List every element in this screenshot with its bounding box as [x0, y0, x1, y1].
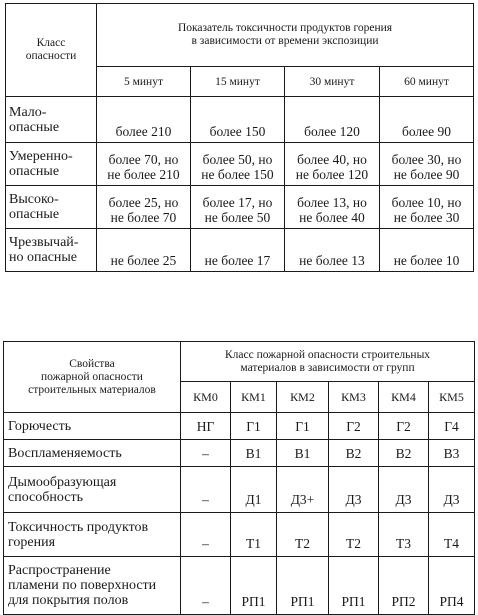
table-row: [6, 229, 474, 272]
cell-line: не более 210: [107, 167, 180, 182]
table-cell: Д3: [379, 467, 429, 513]
fire-hazard-class-header-line: Класс пожарной опасности строительных: [224, 348, 431, 361]
table-cell: Д3: [429, 467, 475, 513]
table-cell: [191, 143, 285, 186]
row-label: [4, 467, 181, 513]
exposure-time-header: 30 минут: [285, 67, 380, 97]
table-cell: РП4: [429, 557, 475, 615]
cell-line: не более 90: [393, 167, 460, 182]
cell-line: более 120: [304, 124, 360, 139]
table-cell: Т4: [429, 513, 475, 557]
cell-line: более 10, но: [391, 195, 462, 210]
row-label-line: горения: [8, 534, 56, 550]
row-label-line: Токсичность продуктов: [8, 519, 149, 535]
table-cell: [380, 143, 474, 186]
hazard-class-header-line: опасности: [25, 50, 77, 62]
table-cell: [97, 229, 191, 272]
row-label-line: Умеренно-: [9, 149, 73, 164]
table-cell: Т2: [329, 513, 379, 557]
table-cell: НГ: [181, 413, 231, 440]
table-cell: Д3: [329, 467, 379, 513]
table-cell: Г1: [277, 413, 329, 440]
row-label-line: способность: [8, 489, 83, 505]
table-cell: –: [181, 513, 231, 557]
table-cell: [380, 229, 474, 272]
row-label-line: пламени по поверхности: [8, 578, 157, 593]
row-label-line: Дымообразующая: [8, 474, 117, 490]
table-cell: РП1: [329, 557, 379, 615]
cell-line: более 210: [115, 124, 172, 139]
cell-line: более 70, но: [108, 152, 179, 167]
table-cell: [285, 186, 380, 229]
table-cell: Г4: [429, 413, 475, 440]
toxicity-indicator-header-line: Показатель токсичности продуктов горения: [177, 22, 393, 34]
cell-line: не более 13: [299, 253, 365, 268]
exposure-time-header: 5 минут: [97, 67, 191, 97]
table-cell: [191, 186, 285, 229]
row-label-line: опасные: [9, 164, 60, 179]
toxicity-class-table: [5, 3, 474, 272]
cell-line: не более 25: [110, 253, 177, 268]
km-class-header: КМ4: [379, 382, 429, 413]
table-cell: Т3: [379, 513, 429, 557]
row-label: [4, 557, 181, 615]
cell-line: не более 30: [393, 210, 460, 225]
table-cell: –: [181, 467, 231, 513]
table-cell: [97, 143, 191, 186]
row-label: [4, 413, 181, 440]
cell-line: не более 120: [295, 167, 369, 182]
table-cell: [97, 97, 191, 143]
table-cell: [380, 186, 474, 229]
cell-line: не более 10: [393, 253, 460, 268]
cell-line: более 50, но: [202, 152, 273, 167]
table-cell: Г1: [231, 413, 277, 440]
table-cell: Т2: [277, 513, 329, 557]
fire-hazard-class-table: [3, 341, 475, 615]
km-class-header: КМ5: [429, 382, 475, 413]
cell-line: не более 50: [204, 210, 271, 225]
table-cell: [191, 229, 285, 272]
cell-line: не более 40: [299, 210, 365, 225]
table-cell: [285, 97, 380, 143]
row-label: [6, 229, 97, 272]
cell-line: более 30, но: [391, 152, 462, 167]
row-label: [6, 143, 97, 186]
row-label: [4, 440, 181, 467]
row-label-line: Распространение: [8, 563, 111, 578]
km-class-header: КМ0: [181, 382, 231, 413]
table-cell: В2: [329, 440, 379, 467]
table-cell: Г2: [379, 413, 429, 440]
hazard-class-header: [6, 4, 97, 97]
toxicity-indicator-header: [97, 4, 474, 67]
row-label: [6, 97, 97, 143]
table-cell: –: [181, 440, 231, 467]
table-cell: РП2: [379, 557, 429, 615]
table-cell: [285, 229, 380, 272]
table-cell: Д1: [231, 467, 277, 513]
table-cell: Д3+: [277, 467, 329, 513]
table-cell: В3: [429, 440, 475, 467]
table-row: [6, 97, 474, 143]
cell-line: более 17, но: [202, 195, 273, 210]
table-cell: [285, 143, 380, 186]
row-label-line: Воспламеняемость: [8, 445, 122, 461]
table-cell: Г2: [329, 413, 379, 440]
fire-hazard-class-header-line: материалов в зависимости от групп: [240, 361, 415, 374]
table-cell: [191, 97, 285, 143]
table-cell: В2: [379, 440, 429, 467]
table-cell: –: [181, 557, 231, 615]
row-label-line: Горючесть: [8, 418, 72, 434]
cell-line: более 13, но: [297, 195, 367, 210]
table-cell: В1: [277, 440, 329, 467]
table-cell: Т1: [231, 513, 277, 557]
row-label-line: для покрытия полов: [8, 593, 129, 608]
cell-line: более 90: [401, 124, 452, 139]
table-cell: [380, 97, 474, 143]
row-label-line: Мало-: [9, 104, 47, 120]
table-row: [4, 557, 475, 615]
row-label-line: опасные: [9, 119, 60, 135]
km-class-header: КМ2: [277, 382, 329, 413]
cell-line: более 150: [209, 124, 266, 139]
cell-line: не более 70: [110, 210, 177, 225]
row-label-line: но опасные: [9, 250, 78, 265]
km-class-header: КМ1: [231, 382, 277, 413]
row-label: [6, 186, 97, 229]
table-row: [6, 186, 474, 229]
table-cell: В1: [231, 440, 277, 467]
km-class-header: КМ3: [329, 382, 379, 413]
row-label-line: опасные: [9, 207, 60, 222]
row-label-line: Чрезвычай-: [9, 235, 79, 250]
table-cell: РП1: [277, 557, 329, 615]
row-label: [4, 513, 181, 557]
table-row: [4, 413, 475, 440]
fire-hazard-class-header: [181, 342, 475, 382]
row-label-line: Высоко-: [9, 192, 59, 207]
table-cell: [97, 186, 191, 229]
cell-line: более 40, но: [297, 152, 367, 167]
table-cell: РП1: [231, 557, 277, 615]
exposure-time-header: 60 минут: [380, 67, 474, 97]
table-row: [4, 467, 475, 513]
material-properties-header: [4, 342, 181, 413]
toxicity-indicator-header-line: в зависимости от времени экспозиции: [191, 35, 379, 47]
cell-line: более 25, но: [108, 195, 179, 210]
cell-line: не более 17: [204, 253, 271, 268]
table-row: [6, 143, 474, 186]
material-properties-header-line: Свойства: [69, 357, 115, 370]
hazard-class-header-line: Класс: [36, 37, 66, 49]
cell-line: не более 150: [201, 167, 274, 182]
table-row: [4, 513, 475, 557]
table-row: [4, 440, 475, 467]
exposure-time-header: 15 минут: [191, 67, 285, 97]
material-properties-header-line: строительных материалов: [28, 383, 156, 396]
material-properties-header-line: пожарной опасности: [41, 370, 143, 383]
